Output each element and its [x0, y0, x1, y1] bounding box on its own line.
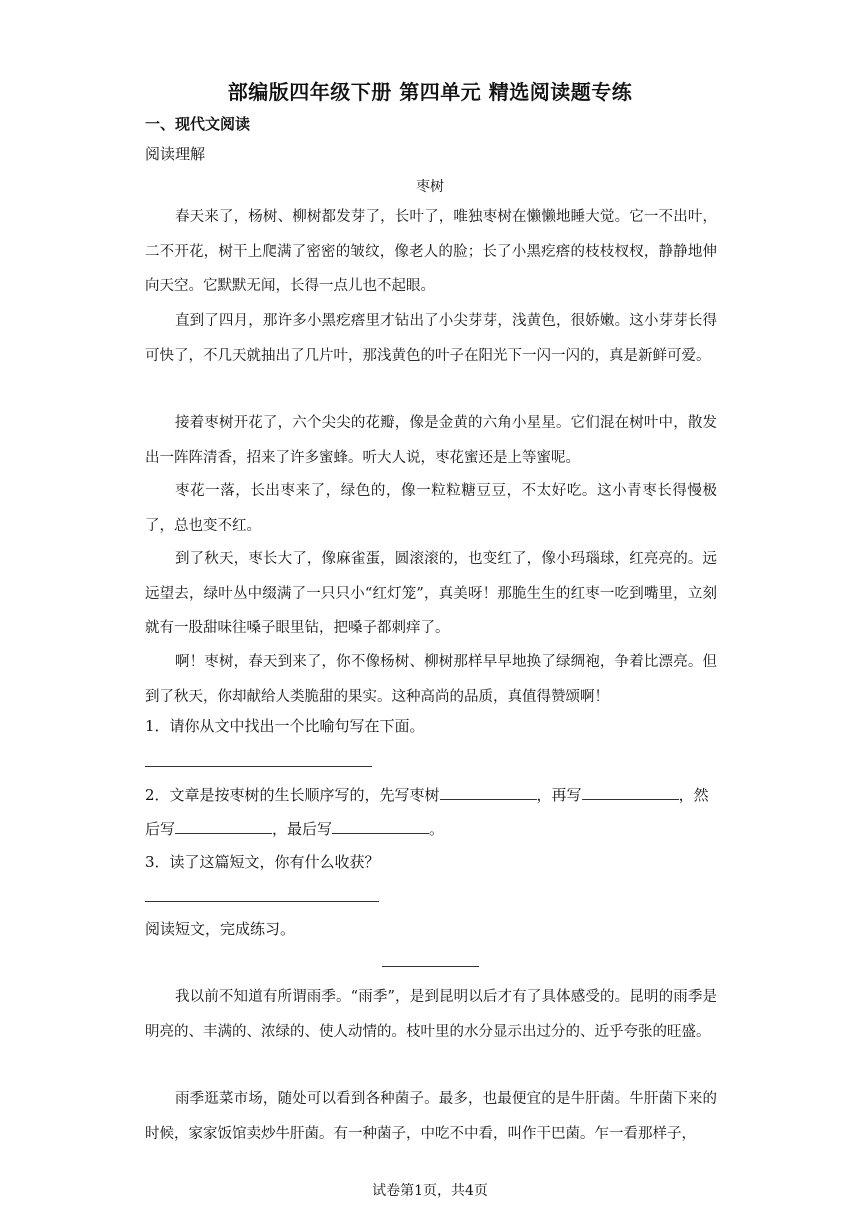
passage-paragraph: 直到了四月，那许多小黑疙瘩里才钻出了小尖芽芽，浅黄色，很娇嫩。这小芽芽长得可快了，不几天就抽出了几片叶，那浅黄色的叶子在阳光下一闪一闪的，真是新鲜可爱。	[145, 313, 717, 364]
passage-paragraph: 接着枣树开花了，六个尖尖的花瓣，像是金黄的六角小星星。它们混在树叶中，散发出一阵阵清香，招来了许多蜜蜂。听大人说，枣花蜜还是上等蜜呢。	[145, 415, 717, 466]
passage-paragraph: 春天来了，杨树、柳树都发芽了，长叶了，唯独枣树在懒懒地睡大觉。它一不出叶，二不开花，树干上爬满了密密的皱纹，像老人的脸；长了小黑疙瘩的枝枝杈杈，静静地伸向天空。它默默无闻，长得一点儿也不起眼。	[145, 209, 717, 295]
section-heading: 一、现代文阅读	[145, 115, 251, 133]
question-2-line-2	[145, 817, 444, 839]
document-title: 部编版四年级下册 第四单元 精选阅读题专练	[227, 80, 633, 104]
question-2-text: 2．文章是按枣树的生长顺序写的，先写枣树	[145, 786, 440, 804]
question-2-line-1	[145, 783, 709, 805]
answer-blank[interactable]	[582, 783, 679, 800]
question-2-text: 。	[429, 820, 445, 838]
passage-paragraph: 到了秋天，枣长大了，像麻雀蛋，圆滚滚的，也变红了，像小玛瑙球，红亮亮的。远远望去，绿叶丛中缀满了一只只小“红灯笼”，真美呀！那脆生生的红枣一吃到嘴里，立刻就有一股甜味往嗓子眼里钻，把嗓子都刺痒了。	[145, 551, 717, 637]
passage-heading: 枣树	[416, 179, 444, 195]
passage-paragraph: 雨季逛菜市场，随处可以看到各种菌子。最多，也最便宜的是牛肝菌。牛肝菌下来的时候，家家饭馆卖炒牛肝菌。有一种菌子，中吃不中看，叫作干巴菌。乍一看那样子，	[145, 1091, 717, 1142]
question-2-text: 后写	[145, 820, 176, 838]
passage-paragraph: 啊！枣树，春天到来了，你不像杨树、柳树那样早早地换了绿绸袍，争着比漂亮。但到了秋天，你却献给人类脆甜的果实。这种高尚的品质，真值得赞颂啊！	[145, 654, 717, 705]
passage-paragraph: 我以前不知道有所谓雨季。“雨季”，是到昆明以后才有了具体感受的。昆明的雨季是明亮的、丰满的、浓绿的、使人动情的。枝叶里的水分显示出过分的、近乎夸张的旺盛。	[145, 989, 717, 1040]
passage-paragraph: 枣花一落，长出枣来了，绿色的，像一粒粒糖豆豆，不太好吃。这小青枣长得慢极了，总也变不红。	[145, 483, 717, 534]
question-2-text: ，再写	[536, 786, 582, 804]
question-2-text: ，最后写	[272, 820, 333, 838]
reading-label: 阅读理解	[145, 145, 206, 163]
question-2-text: ，然	[678, 786, 709, 804]
title-blank[interactable]	[382, 966, 479, 967]
question-1: 1．请你从文中找出一个比喻句写在下面。	[145, 717, 425, 735]
answer-blank[interactable]	[332, 817, 429, 834]
answer-line-1[interactable]	[145, 766, 372, 767]
reading-instruction: 阅读短文，完成练习。	[145, 920, 296, 938]
question-3: 3．读了这篇短文，你有什么收获？	[145, 853, 380, 871]
answer-blank[interactable]	[440, 783, 537, 800]
answer-line-3[interactable]	[145, 901, 379, 902]
answer-blank[interactable]	[175, 817, 272, 834]
page-footer: 试卷第1页，共4页	[372, 1183, 488, 1199]
